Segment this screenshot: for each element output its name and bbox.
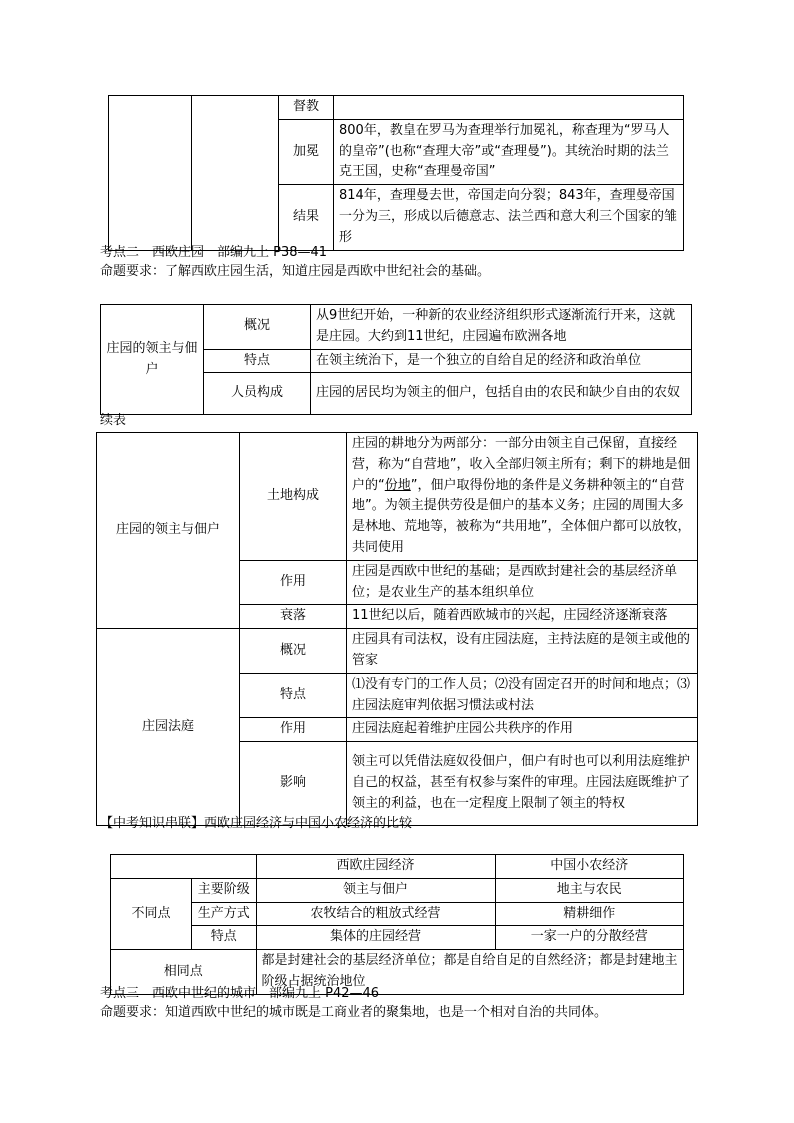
group-label: 庄园的领主与佃户 xyxy=(101,305,204,415)
row-label: 主要阶级 xyxy=(192,878,257,902)
cell-text: 814年，查理曼去世，帝国走向分裂；843年，查理曼帝国一分为三，形成以后德意志、法兰西和意大利三个国家的雏形 xyxy=(334,185,684,250)
cell-china: 地主与农民 xyxy=(495,878,684,902)
cell-text: 800年，教皇在罗马为查理举行加冕礼，称查理为“罗马人的皇帝”(也称“查理大帝”或“查理曼”)。其统治时期的法兰克王国，史称“查理曼帝国” xyxy=(334,119,684,184)
table-comparison xyxy=(110,854,684,995)
cell-empty-c xyxy=(334,96,684,120)
cell-china: 一家一户的分散经营 xyxy=(495,926,684,950)
section-requirement: 命题要求：知道西欧中世纪的城市既是工商业者的聚集地，也是一个相对自治的共同体。 xyxy=(100,1005,608,1020)
cell-text: 11世纪以后，随着西欧城市的兴起，庄园经济逐渐衰落 xyxy=(347,605,698,629)
table-charlemagne xyxy=(108,95,684,251)
section-requirement: 命题要求：了解西欧庄园生活，知道庄园是西欧中世纪社会的基础。 xyxy=(100,264,491,279)
cell-text: ⑴没有专门的工作人员；⑵没有固定召开的时间和地点；⑶庄园法庭审判依据习惯法或村法 xyxy=(347,673,698,718)
cell-china: 精耕细作 xyxy=(495,902,684,926)
group-label: 庄园法庭 xyxy=(97,629,240,826)
cell-west: 领主与佃户 xyxy=(256,878,495,902)
cell-text: 庄园的居民均为领主的佃户，包括自由的农民和缺少自由的农奴 xyxy=(311,373,692,415)
land-text-a: 庄园的耕地分为两部分：一部分由领主自己保留，直接经营，称为“自营地”，收入全部归领主所有；剩下的耕地是佃户的“ xyxy=(352,436,691,493)
group-label: 庄园的领主与佃户 xyxy=(97,433,240,629)
table-manor-lord xyxy=(100,304,692,415)
cell-text: 庄园具有司法权，设有庄园法庭，主持法庭的是领主或他的管家 xyxy=(347,629,698,674)
cell-label: 督教 xyxy=(279,96,334,120)
cell-label: 人员构成 xyxy=(204,373,311,415)
cell-label: 作用 xyxy=(240,560,347,605)
cell-text: 在领主统治下，是一个独立的自给自足的经济和政治单位 xyxy=(311,349,692,373)
knowledge-link-title: 【中考知识串联】西欧庄园经济与中国小农经济的比较 xyxy=(100,816,413,831)
cell-label: 概况 xyxy=(240,629,347,674)
section-heading: 考点二 西欧庄园 部编九上 P38—41 xyxy=(100,245,328,260)
row-label: 特点 xyxy=(192,926,257,950)
table-manor-continued xyxy=(96,432,698,826)
section-heading: 考点三 西欧中世纪的城市 部编九上 P42—46 xyxy=(100,986,380,1001)
cell-label: 衰落 xyxy=(240,605,347,629)
row-label: 生产方式 xyxy=(192,902,257,926)
cell-text-land xyxy=(347,433,698,561)
header-empty xyxy=(111,855,257,879)
cell-empty-a xyxy=(109,96,192,251)
land-text-b: ”，佃户取得份地的条件是义务耕种领主的“自营地”。为领主提供劳役是佃户的基本义务；庄园的周围大多是林地、荒地等，被称为“共用地”，全体佃户都可以放牧，共同使用 xyxy=(352,477,691,555)
same-label: 相同点 xyxy=(111,950,257,995)
cell-label: 概况 xyxy=(204,305,311,350)
cell-label: 特点 xyxy=(240,673,347,718)
header-china: 中国小农经济 xyxy=(495,855,684,879)
cell-label: 特点 xyxy=(204,349,311,373)
cell-west: 集体的庄园经营 xyxy=(256,926,495,950)
diff-label: 不同点 xyxy=(111,878,192,949)
continued-label: 续表 xyxy=(100,413,127,428)
cell-label: 土地构成 xyxy=(240,433,347,561)
cell-text: 从9世纪开始，一种新的农业经济组织形式逐渐流行开来，这就是庄园。大约到11世纪，庄园遍布欧洲各地 xyxy=(311,305,692,350)
cell-label: 影响 xyxy=(240,742,347,826)
cell-label: 作用 xyxy=(240,718,347,742)
cell-empty-b xyxy=(192,96,279,251)
cell-text: 庄园法庭起着维护庄园公共秩序的作用 xyxy=(347,718,698,742)
cell-west: 农牧结合的粗放式经营 xyxy=(256,902,495,926)
same-text: 都是封建社会的基层经济单位；都是自给自足的自然经济；都是封建地主阶级占据统治地位 xyxy=(256,950,684,995)
cell-label: 结果 xyxy=(279,185,334,250)
land-text-underlined: 份地 xyxy=(384,477,411,493)
cell-text: 庄园是西欧中世纪的基础；是西欧封建社会的基层经济单位；是农业生产的基本组织单位 xyxy=(347,560,698,605)
cell-text: 领主可以凭借法庭奴役佃户，佃户有时也可以利用法庭维护自己的权益，甚至有权参与案件的审理。庄园法庭既维护了领主的利益，也在一定程度上限制了领主的特权 xyxy=(347,742,698,826)
cell-label: 加冕 xyxy=(279,119,334,184)
header-west: 西欧庄园经济 xyxy=(256,855,495,879)
